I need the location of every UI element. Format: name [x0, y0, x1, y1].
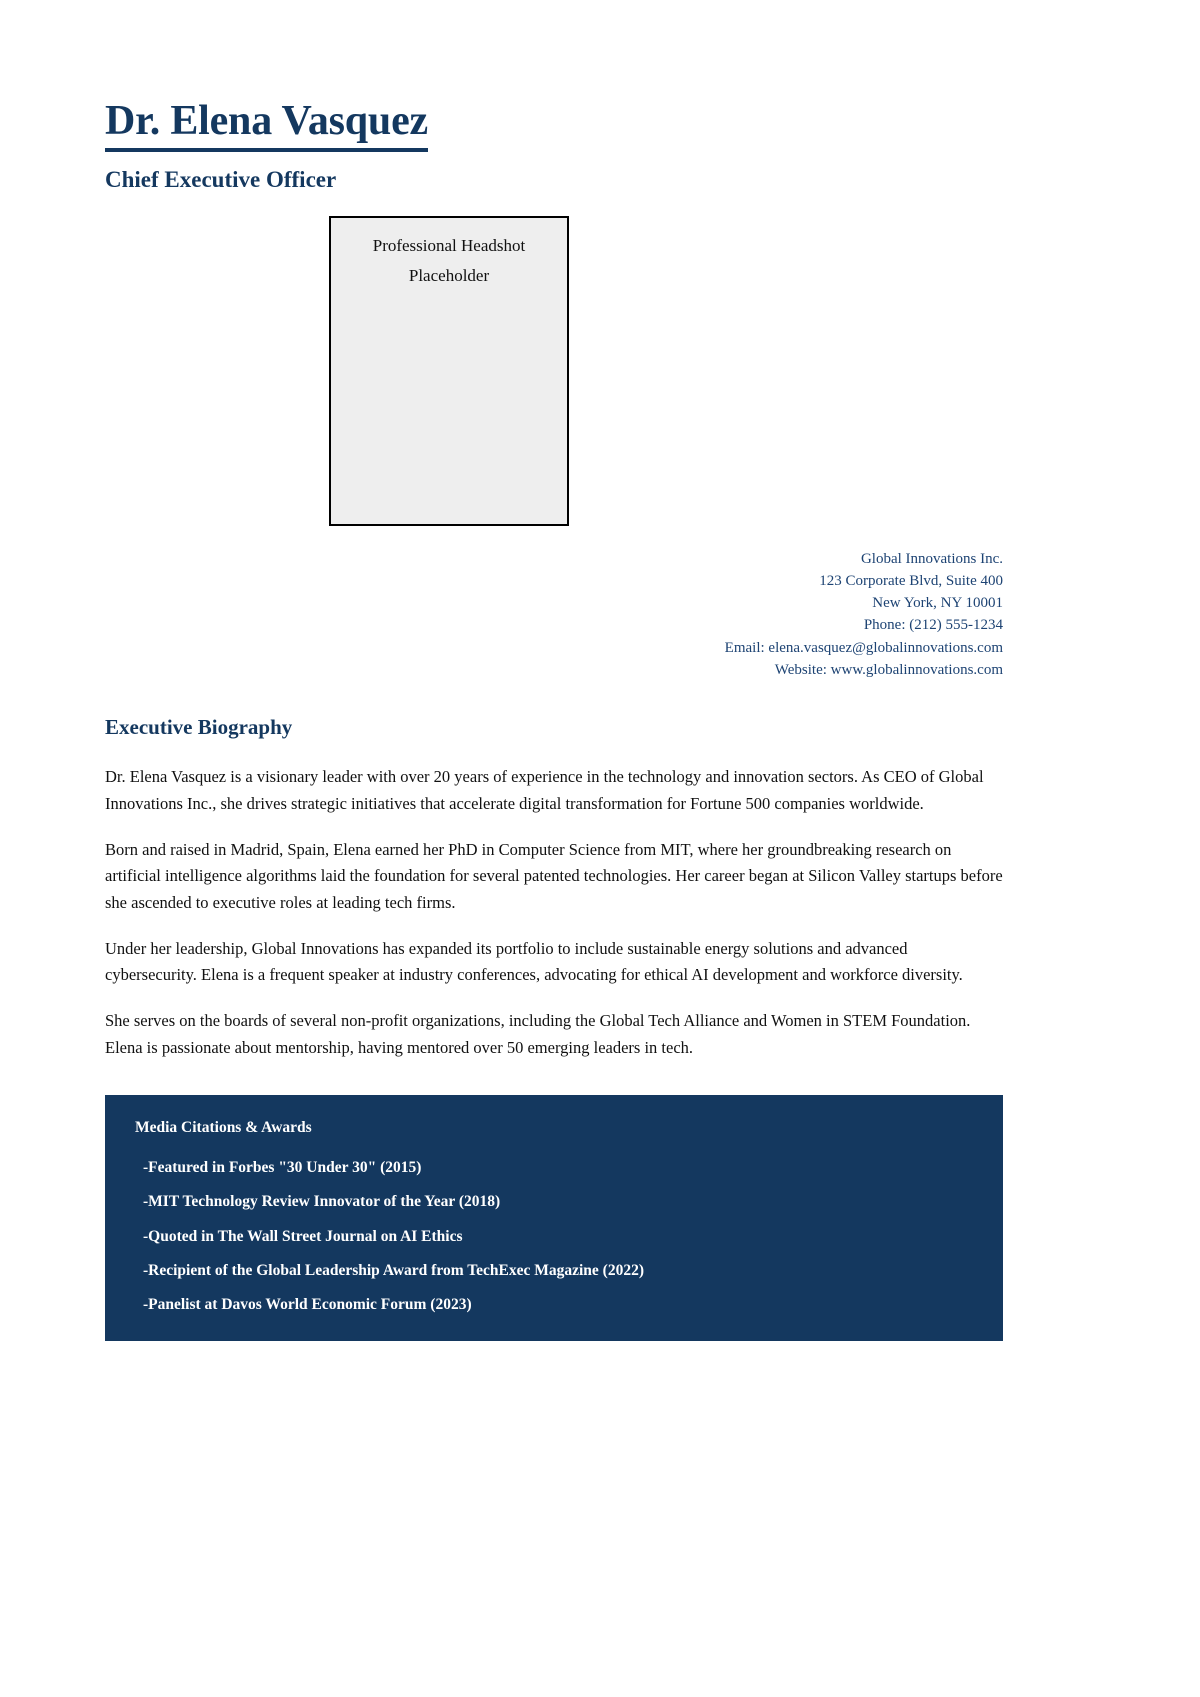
- list-item: -Featured in Forbes "30 Under 30" (2015): [143, 1159, 422, 1177]
- list-item: -Quoted in The Wall Street Journal on AI Ethics: [143, 1227, 463, 1245]
- headshot-placeholder-line-1: Professional Headshot: [372, 235, 526, 255]
- headshot-placeholder: [329, 216, 569, 526]
- list-item: -MIT Technology Review Innovator of the Year (2018): [143, 1193, 501, 1211]
- contact-block: [105, 548, 1003, 681]
- page-title-text: Dr. Elena Vasquez: [105, 98, 428, 152]
- contact-address-line-2: New York, NY 10001: [872, 595, 1003, 612]
- contact-email: Email: elena.vasquez@globalinnovations.com: [724, 639, 1003, 656]
- headshot-row: [105, 216, 1003, 526]
- job-title: Chief Executive Officer: [105, 167, 337, 193]
- biography-paragraph: Born and raised in Madrid, Spain, Elena earned her PhD in Computer Science from MIT, where her groundbreaking research on artificial intelligence algorithms laid the foundation for several patented technologies. Her career began at Silicon Valley startups before she ascended to executive roles at leading tech firms.: [105, 839, 1003, 912]
- page-content: [105, 0, 1003, 1341]
- contact-website: Website: www.globalinnovations.com: [774, 661, 1003, 678]
- contact-phone: Phone: (212) 555-1234: [863, 617, 1003, 634]
- list-item: -Recipient of the Global Leadership Award from TechExec Magazine (2022): [143, 1261, 644, 1279]
- awards-list: [135, 1144, 973, 1315]
- biography-paragraph: Dr. Elena Vasquez is a visionary leader with over 20 years of experience in the technology and innovation sectors. As CEO of Global Innovations Inc., she drives strategic initiatives that accelerate digital transformation for Fortune 500 companies worldwide.: [105, 767, 984, 813]
- section-heading-biography: Executive Biography: [105, 714, 293, 739]
- headshot-placeholder-line-2: Placeholder: [408, 265, 490, 285]
- list-item: -Panelist at Davos World Economic Forum (2023): [143, 1295, 472, 1313]
- contact-address-line-1: 123 Corporate Blvd, Suite 400: [819, 572, 1003, 589]
- awards-heading: Media Citations & Awards: [135, 1118, 312, 1136]
- contact-company: Global Innovations Inc.: [860, 550, 1003, 567]
- biography-paragraph: She serves on the boards of several non-profit organizations, including the Global Tech Alliance and Women in STEM Foundation. Elena is passionate about mentorship, having mentored over 50 emerging leaders in tech.: [105, 1011, 971, 1057]
- page-title: [105, 0, 1003, 152]
- biography-paragraph: Under her leadership, Global Innovations has expanded its portfolio to include sustainable energy solutions and advanced cybersecurity. Elena is a frequent speaker at industry conferences, advocating for ethical AI development and workforce diversity.: [105, 938, 963, 985]
- awards-callout-box: [105, 1095, 1003, 1341]
